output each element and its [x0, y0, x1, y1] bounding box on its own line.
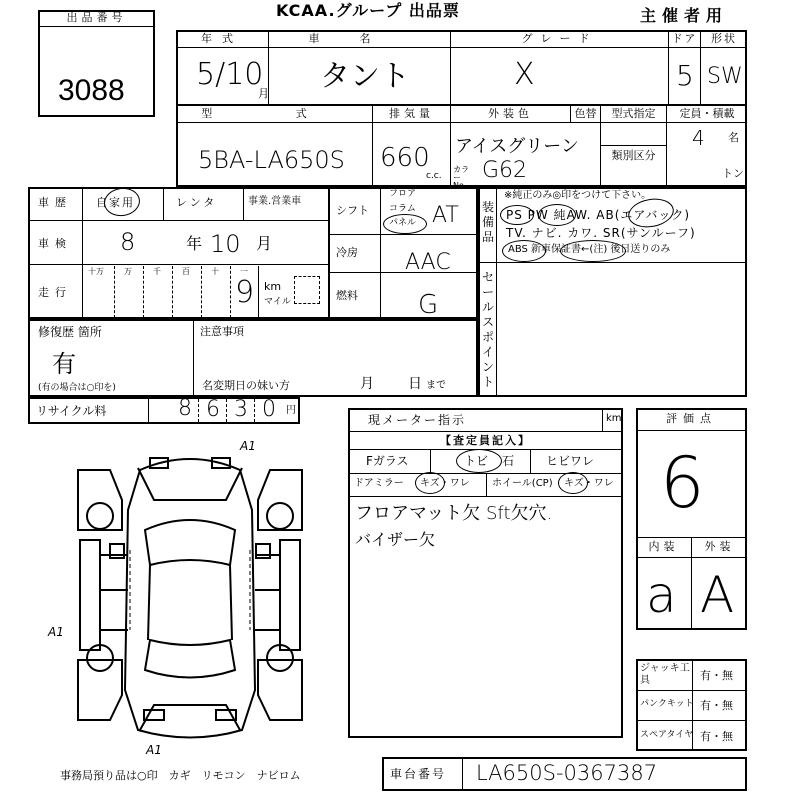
org-subtitle: 主催者用 [640, 6, 729, 25]
recycle-d4: 0 [262, 397, 276, 422]
fuel-value: G [418, 290, 439, 320]
damage-mark-2: A1 [48, 625, 64, 639]
mileage-mile: マイル [264, 297, 291, 307]
lot-number: 3088 [58, 74, 125, 107]
model-value: 5BA-LA650S [198, 146, 345, 174]
recycle-d3: 3 [234, 397, 248, 422]
tool-jack-label: ジャッキ工具 [640, 663, 690, 686]
deadline-month: 月 [360, 376, 374, 392]
equipment-line1: PS PW 純AW. AB(エアバック) [506, 208, 691, 222]
remark-1: フロアマット欠 Sft欠穴. [355, 503, 553, 524]
damage-mark-1: A1 [240, 439, 256, 453]
name-label: 車名 [308, 32, 411, 45]
tool-spare-label: スペアタイヤ [640, 730, 694, 740]
capacity-label: 定員・積載 [679, 107, 735, 120]
disp-value: 660 [380, 143, 430, 173]
mileage-unit-1: 一 [240, 267, 248, 276]
score-label: 評価点 [666, 412, 717, 425]
mileage-unit-100: 百 [182, 267, 190, 276]
glass-opt-crack: ヒビワレ [546, 454, 595, 468]
mileage-unit-10: 十 [211, 267, 219, 276]
equipment-line2: TV. ナビ. カワ. SR(サンルーフ) [506, 226, 696, 240]
glass-opt-chip: トビ [464, 454, 489, 468]
mirror-opts: キズ・ワレ [420, 478, 470, 489]
exterior-label: 外装 [704, 540, 735, 553]
name-value: タント [320, 59, 410, 94]
history-opt-private: 自家用 [96, 196, 135, 209]
color-value: アイスグリーン [455, 136, 579, 157]
history-opt-business: 事業.営業車 [248, 196, 302, 207]
disp-label: 排気量 [389, 107, 434, 120]
fuel-label: 燃料 [336, 289, 358, 302]
equipment-line3: ABS 新車保証書←(注) 後日送りのみ [508, 244, 671, 255]
lot-label: 出品番号 [66, 11, 127, 24]
deadline-day: 日 [408, 376, 422, 392]
mileage-digit: 9 [235, 275, 255, 310]
shape-label: 形状 [711, 32, 737, 45]
door-label: ドア [671, 32, 698, 45]
inspection-month: 10 [210, 230, 241, 258]
recycle-d2: 6 [206, 397, 220, 422]
mileage-label: 走行 [38, 286, 72, 299]
history-label: 車歴 [38, 196, 72, 209]
meter-label: 現メーター指示 [368, 413, 467, 427]
mirror-label: ドアミラー [354, 478, 404, 489]
wheel-label: ホイール(CP) [492, 478, 553, 489]
deadline-made: まで [426, 380, 446, 391]
load-unit: トン [722, 167, 744, 180]
pw-circle [538, 204, 576, 226]
inspection-year-unit: 年 [186, 234, 203, 253]
year-value: 5/10 [196, 57, 264, 92]
shift-value: AT [432, 203, 459, 228]
abs-circle [502, 240, 546, 262]
repair-label: 修復歴 箇所 [38, 325, 102, 339]
org-title: KCAA.グループ 出品票 [276, 1, 460, 20]
tool-spare-opts: 有・無 [700, 730, 733, 743]
door-value: 5 [676, 59, 694, 92]
glass-opt-stone: 石 [502, 454, 515, 468]
repaint-label: 色替 [574, 107, 597, 120]
capacity-value: 4 [692, 126, 705, 150]
interior-value: a [646, 566, 677, 624]
shift-opt-floor: フロア [389, 189, 417, 199]
year-suffix: 月 [258, 87, 269, 100]
tool-jack-opts: 有・無 [700, 669, 733, 682]
car-diagram [70, 440, 310, 760]
deadline-label: 名変期日の妹い方 [202, 379, 290, 392]
mileage-km: km [264, 280, 282, 293]
inspection-year: 8 [120, 228, 136, 256]
repair-value: 有 [52, 350, 76, 378]
wheel-opts: キズ・ワレ [564, 478, 614, 489]
exterior-value: A [700, 566, 735, 624]
notice-label: 注意事項 [200, 325, 244, 338]
color-no-label: カラー No. [453, 165, 469, 190]
mileage-unit-10k: 万 [124, 267, 132, 276]
shift-circle [383, 214, 427, 234]
chassis-label: 車台番号 [390, 767, 447, 781]
inspection-month-unit: 月 [256, 234, 273, 253]
color-no-value: G62 [482, 158, 528, 183]
recycle-label: リサイクル料 [36, 404, 107, 418]
mileage-unit-1k: 千 [153, 267, 161, 276]
disp-unit: c.c. [426, 171, 442, 181]
color-label: 外装色 [488, 107, 533, 120]
score-value: 6 [660, 442, 705, 524]
warranty-circle [560, 240, 626, 262]
inspection-label: 車検 [38, 237, 72, 250]
mileage-unit-100k: 十万 [88, 267, 104, 276]
ps-circle [500, 205, 534, 225]
mirror-circle [415, 472, 445, 494]
sales-point-label: セールスポイント [481, 270, 494, 389]
year-label: 年式 [201, 32, 243, 45]
mileage-dashed-box [294, 276, 320, 304]
equipment-label: 装備品 [481, 200, 494, 244]
inspector-label: 【査定員記入】 [440, 434, 531, 447]
model-desig-label: 型式指定 [611, 107, 656, 120]
shape-value: SW [707, 64, 743, 89]
meter-unit: km [606, 413, 622, 424]
grade-value: X [514, 57, 535, 92]
grade-label: グレード [521, 32, 598, 45]
chip-circle [456, 449, 502, 473]
ac-label: 冷房 [336, 246, 358, 259]
history-opt-rental: レンタ [176, 196, 218, 209]
capacity-unit: 名 [728, 131, 739, 144]
shift-label: シフト [336, 204, 369, 217]
shift-opt-panel: パネル [389, 218, 417, 228]
damage-mark-3: A1 [146, 743, 162, 757]
repair-note: (有の場合は○印を) [38, 383, 116, 393]
chassis-value: LA650S-0367387 [476, 761, 658, 785]
interior-label: 内装 [648, 540, 679, 553]
ac-value: AAC [405, 250, 451, 275]
remark-2: バイザー欠 [355, 530, 436, 549]
recycle-d1: 8 [178, 396, 192, 421]
glass-label: Fガラス [366, 454, 409, 468]
model-label: 型 式 [201, 107, 347, 120]
tool-kit-opts: 有・無 [700, 699, 733, 712]
deposit-note: 事務局預り品は○印 カギ リモコン ナビロム [60, 769, 301, 782]
equipment-note: ※純正のみ◎印をつけて下さい。 [504, 190, 652, 201]
wheel-circle [558, 472, 588, 494]
tool-kit-label: パンクキット [640, 699, 694, 709]
category-label: 類別区分 [611, 149, 656, 162]
recycle-unit: 円 [286, 405, 296, 416]
shift-opt-column: コラム [389, 204, 416, 214]
